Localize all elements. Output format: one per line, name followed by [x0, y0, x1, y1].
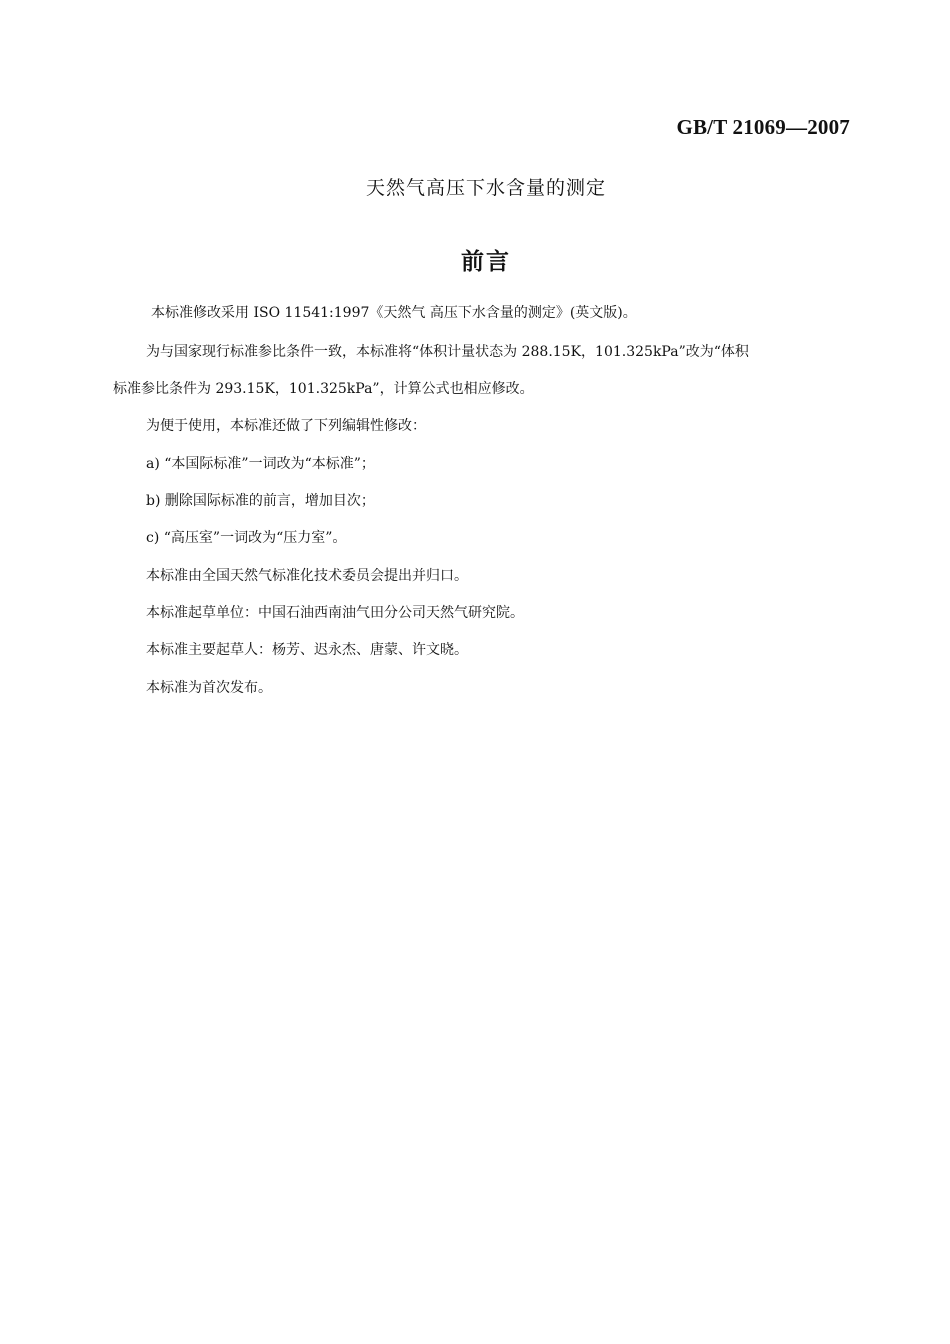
paragraph-reference-line-2: 标准参比条件为 293.15K，101.325kPa”，计算公式也相应修改。 [113, 381, 534, 397]
paragraph-drafters: 本标准主要起草人：杨芳、迟永杰、唐蒙、许文晓。 [146, 642, 468, 658]
paragraph-editorial-intro: 为便于使用，本标准还做了下列编辑性修改： [146, 418, 426, 434]
list-item-c: c) “高压室”一词改为“压力室”。 [146, 530, 347, 546]
paragraph-proposed-by: 本标准由全国天然气标准化技术委员会提出并归口。 [146, 568, 468, 584]
section-title-foreword: 前言 [461, 249, 511, 275]
paragraph-drafting-unit: 本标准起草单位：中国石油西南油气田分公司天然气研究院。 [146, 605, 524, 621]
list-item-a: a) “本国际标准”一词改为“本标准”； [146, 456, 375, 472]
list-item-b: b) 删除国际标准的前言，增加目次； [146, 493, 375, 509]
standard-code: GB/T 21069—2007 [676, 115, 850, 139]
paragraph-first-issue: 本标准为首次发布。 [146, 680, 272, 696]
paragraph-reference-line-1: 为与国家现行标准参比条件一致，本标准将“体积计量状态为 288.15K，101.325kPa”改为“体积 [146, 344, 749, 360]
document-title: 天然气高压下水含量的测定 [365, 177, 606, 199]
paragraph-adoption: 本标准修改采用 ISO 11541:1997《天然气 高压下水含量的测定》(英文版)。 [151, 305, 637, 321]
